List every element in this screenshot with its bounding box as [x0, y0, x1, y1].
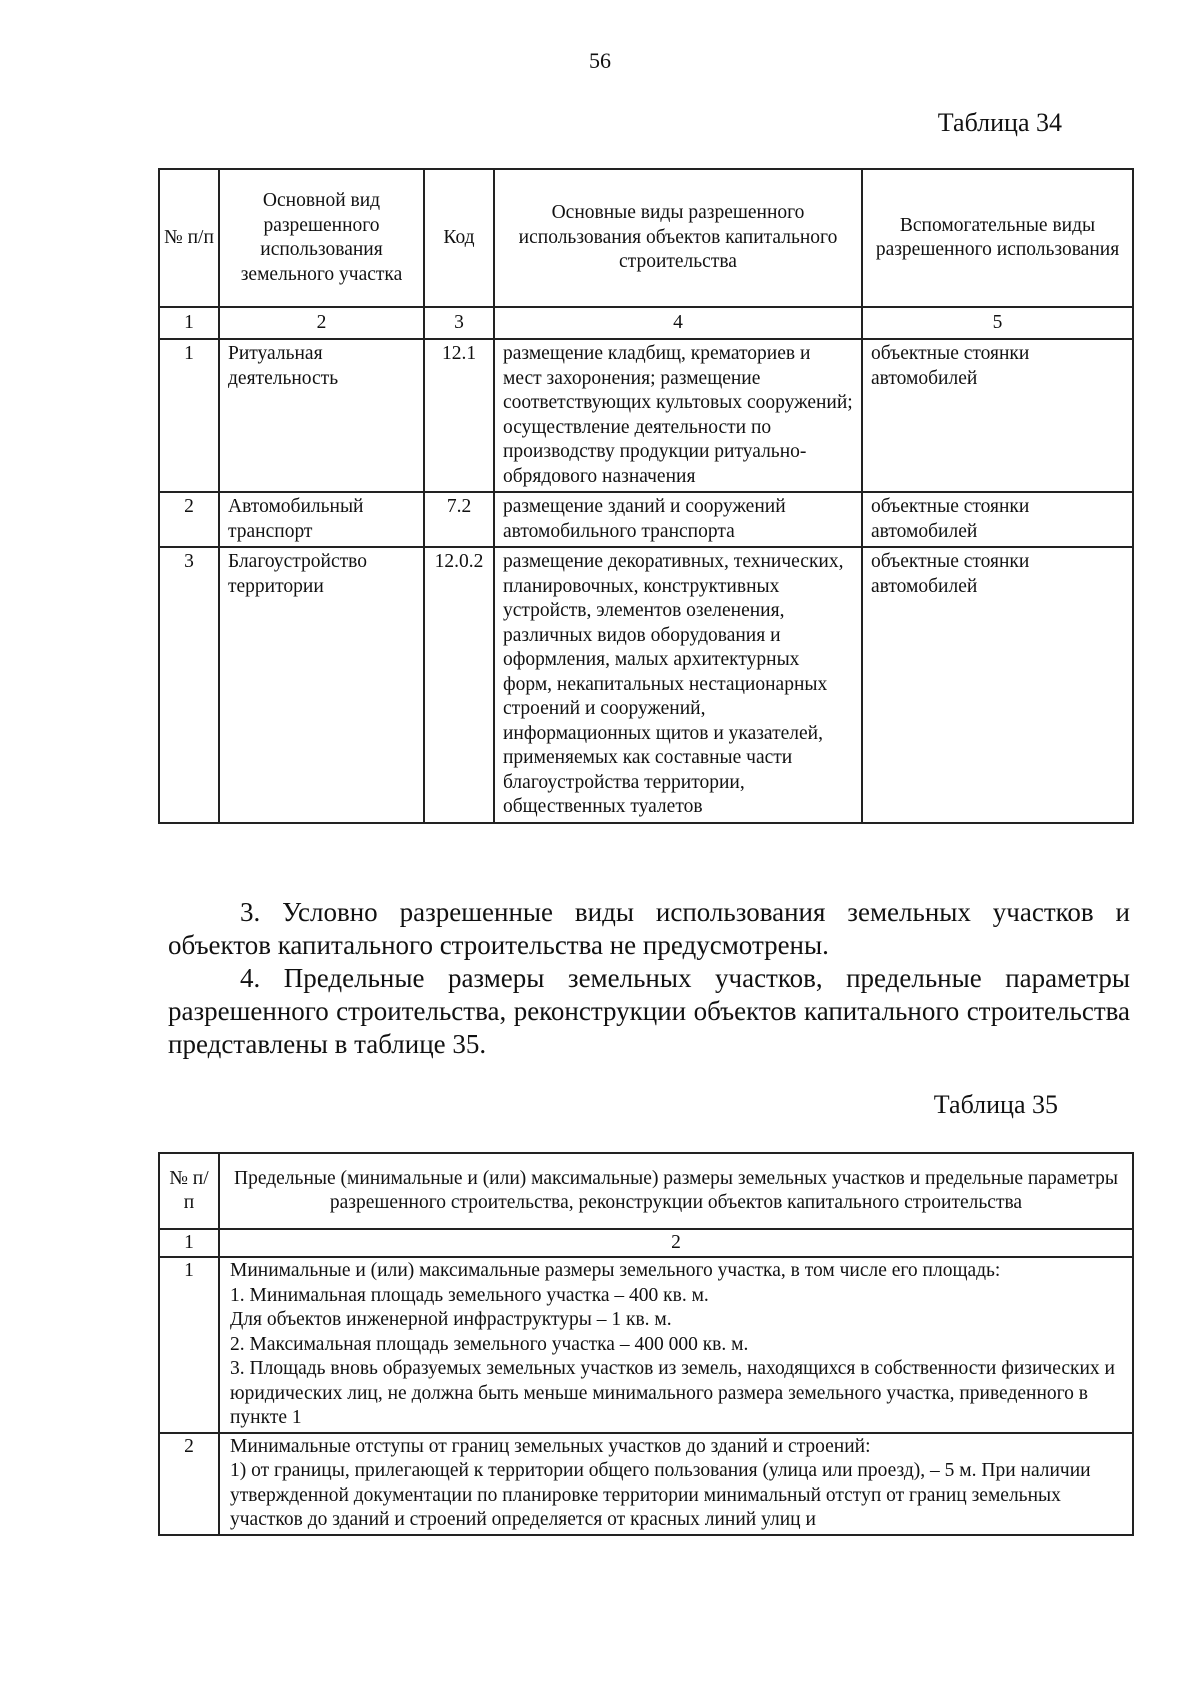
row-content — [219, 1433, 1133, 1535]
row-main: размещение зданий и сооружений автомобильного транспорта — [494, 492, 862, 547]
table-34-header-aux: Вспомогательные виды разрешенного использования — [862, 169, 1133, 307]
paragraph-4 — [168, 962, 1130, 1061]
table-row — [159, 492, 1133, 547]
column-number: 4 — [494, 307, 862, 339]
row-line: 3. Площадь вновь образуемых земельных участков из земель, находящихся в собственности физических и юридических лиц, не должна быть меньше минимального размера земельного участка, приведенного в пункте 1 — [230, 1358, 1115, 1428]
paragraph-3-text: 3. Условно разрешенные виды использования земельных участков и объектов капитального строительства не предусмотрены. — [168, 897, 1130, 960]
table-34-header-code: Код — [424, 169, 494, 307]
row-number: 3 — [159, 547, 219, 823]
column-number: 5 — [862, 307, 1133, 339]
row-content — [219, 1257, 1133, 1433]
row-number: 2 — [159, 1433, 219, 1535]
row-line: 1) от границы, прилегающей к территории общего пользования (улица или проезд), – 5 м. При наличии утвержденной документации по планировке территории минимальный отступ от границ земельных участков до зданий и строений определяется от красных линий улиц и — [230, 1460, 1091, 1530]
table-35 — [158, 1152, 1134, 1536]
row-main: размещение декоративных, технических, планировочных, конструктивных устройств, элементов озеленения, различных видов оборудования и оформления, малых архитектурных форм, некапитальных нестационарных строений и сооружений, информационных щитов и указателей, применяемых как составные части благоустройства территории, общественных туалетов — [494, 547, 862, 823]
column-number: 1 — [159, 307, 219, 339]
table-34-column-numbers — [159, 307, 1133, 339]
row-aux: объектные стоянки автомобилей — [862, 339, 1133, 492]
paragraph-4-text: 4. Предельные размеры земельных участков, предельные параметры разрешенного строительства, реконструкции объектов капитального строительства представлены в таблице 35. — [168, 963, 1130, 1059]
table-35-title: Таблица 35 — [933, 1090, 1058, 1119]
paragraph-3 — [168, 896, 1130, 962]
table-35-header-num: № п/п — [159, 1153, 219, 1229]
table-35-header-params: Предельные (минимальные и (или) максимальные) размеры земельных участков и предельные параметры разрешенного строительства, реконструкции объектов капитального строительства — [219, 1153, 1133, 1229]
table-row — [159, 547, 1133, 823]
table-row — [159, 339, 1133, 492]
table-34-header-num: № п/п — [159, 169, 219, 307]
table-34-header-use: Основной вид разрешенного использования земельного участка — [219, 169, 424, 307]
table-34 — [158, 168, 1134, 824]
table-34-title: Таблица 34 — [937, 108, 1062, 137]
row-aux: объектные стоянки автомобилей — [862, 547, 1133, 823]
row-aux: объектные стоянки автомобилей — [862, 492, 1133, 547]
table-34-header-main: Основные виды разрешенного использования объектов капитального строительства — [494, 169, 862, 307]
row-code: 7.2 — [424, 492, 494, 547]
row-use: Автомобильный транспорт — [219, 492, 424, 547]
row-use: Ритуальная деятельность — [219, 339, 424, 492]
table-row — [159, 1257, 1133, 1433]
column-number: 2 — [219, 307, 424, 339]
column-number: 2 — [219, 1229, 1133, 1257]
row-main: размещение кладбищ, крематориев и мест захоронения; размещение соответствующих культовых сооружений; осуществление деятельности по производству продукции ритуально-обрядового назначения — [494, 339, 862, 492]
table-row — [159, 1433, 1133, 1535]
row-line: Минимальные отступы от границ земельных участков до зданий и строений: — [230, 1435, 871, 1457]
page-number: 56 — [589, 48, 611, 73]
table-35-column-numbers — [159, 1229, 1133, 1257]
column-number: 1 — [159, 1229, 219, 1257]
row-line: Для объектов инженерной инфраструктуры – 1 кв. м. — [230, 1309, 672, 1330]
row-number: 1 — [159, 339, 219, 492]
row-code: 12.0.2 — [424, 547, 494, 823]
row-line: 1. Минимальная площадь земельного участка – 400 кв. м. — [230, 1284, 709, 1306]
column-number: 3 — [424, 307, 494, 339]
row-line: 2. Максимальная площадь земельного участка – 400 000 кв. м. — [230, 1333, 749, 1355]
row-line: Минимальные и (или) максимальные размеры земельного участка, в том числе его площадь: — [230, 1260, 1001, 1281]
row-number: 2 — [159, 492, 219, 547]
row-number: 1 — [159, 1257, 219, 1433]
row-code: 12.1 — [424, 339, 494, 492]
row-use: Благоустройство территории — [219, 547, 424, 823]
